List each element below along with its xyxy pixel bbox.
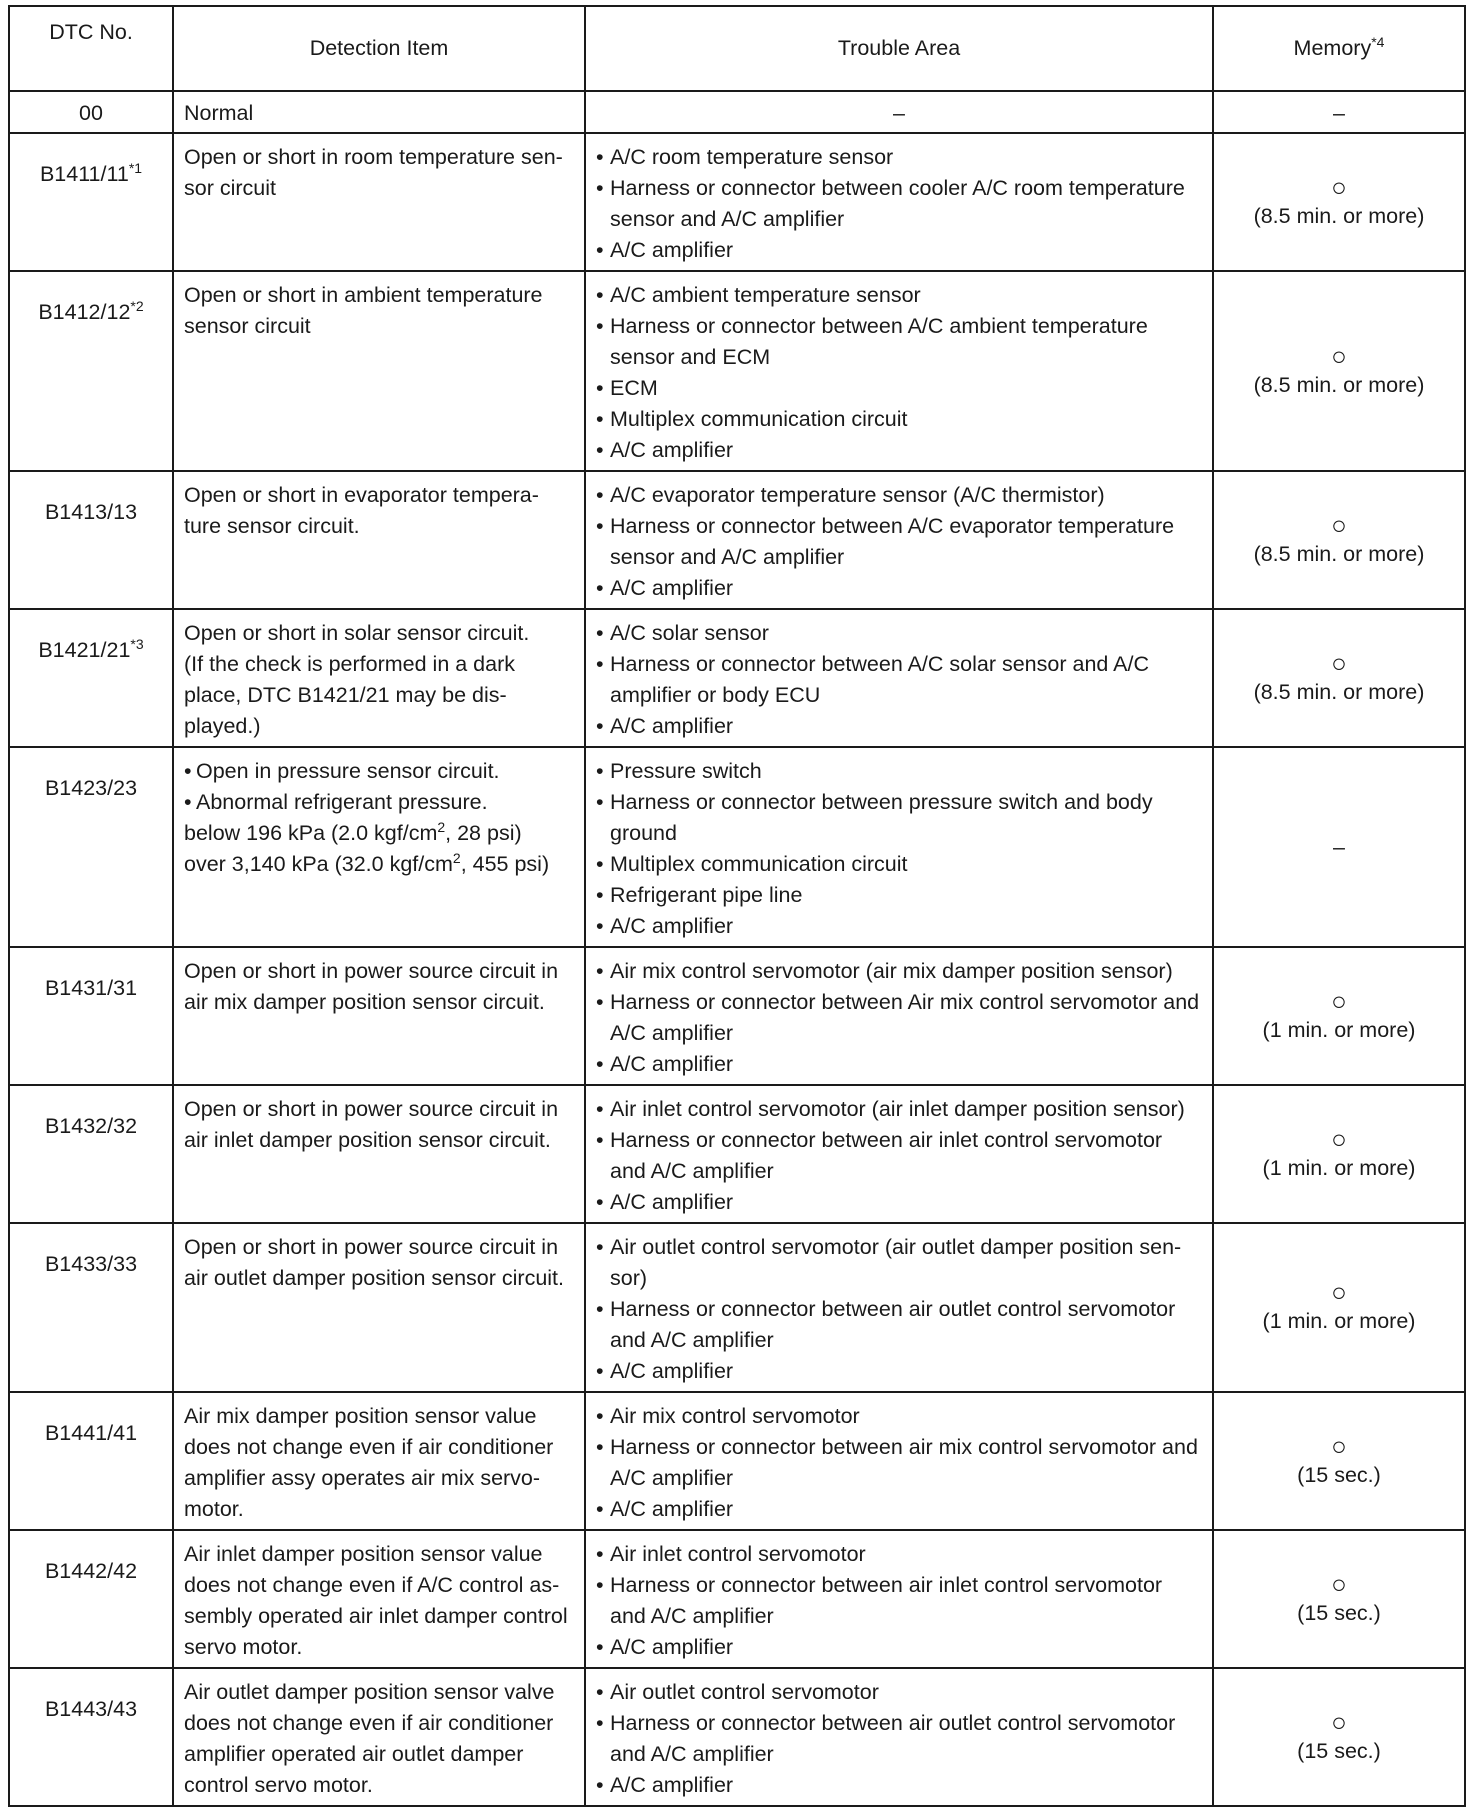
table-row [9, 1223, 1465, 1392]
table-row [9, 1668, 1465, 1806]
trouble-area-item: • Harness or connector between A/C solar sensor and A/C amplifier or body ECU [596, 649, 1202, 711]
trouble-area-item: • Air mix control servomotor (air mix damper position sensor) [596, 956, 1202, 987]
trouble-area-item: • ECM [596, 373, 1202, 404]
trouble-area-item: • A/C evaporator temperature sensor (A/C thermistor) [596, 480, 1202, 511]
trouble-area-item: • Harness or connector between air mix control servomotor and A/C amplifier [596, 1432, 1202, 1494]
dtc-code: B1432/32 [44, 1114, 138, 1138]
table-row [9, 1530, 1465, 1668]
table-row [9, 271, 1465, 471]
table-row [9, 133, 1465, 271]
trouble-area-item: • Air mix control servomotor [596, 1401, 1202, 1432]
memory-mark: ○ [1331, 509, 1347, 540]
trouble-area-item: • Harness or connector between Air mix control servomotor and A/C amplifier [596, 987, 1202, 1049]
trouble-area-item: • A/C amplifier [596, 1187, 1202, 1218]
dtc-code-cell [9, 471, 173, 609]
trouble-area-item: • A/C amplifier [596, 1049, 1202, 1080]
trouble-area-dash: – [893, 100, 905, 125]
header-dtc-no: DTC No. [9, 6, 173, 91]
header-trouble-area: Trouble Area [585, 6, 1213, 91]
detection-item-text: Air mix damper position sensor value [184, 1404, 537, 1428]
trouble-area-cell [585, 1530, 1213, 1668]
memory-mark: ○ [1331, 647, 1347, 678]
dtc-code: B1412/12 [38, 300, 131, 324]
trouble-area-item: • A/C amplifier [596, 573, 1202, 604]
memory-mark: ○ [1331, 171, 1347, 202]
memory-duration: (1 min. or more) [1262, 1155, 1416, 1180]
trouble-area-item: • A/C amplifier [596, 711, 1202, 742]
memory-duration: (8.5 min. or more) [1253, 541, 1425, 566]
trouble-area-item: • Multiplex communication circuit [596, 849, 1202, 880]
detection-item-text: Open or short in room temperature sen- [184, 145, 563, 169]
trouble-area-item: • Air outlet control servomotor (air outlet damper position sen-sor) [596, 1232, 1202, 1294]
memory-cell [1213, 1223, 1465, 1392]
header-memory-label: Memory [1293, 36, 1372, 60]
pressure-threshold-line [184, 818, 574, 849]
trouble-area-item: • A/C ambient temperature sensor [596, 280, 1202, 311]
detection-item-text: sor circuit [184, 176, 276, 200]
detection-item-text: ture sensor circuit. [184, 514, 360, 538]
trouble-area-item: • A/C amplifier [596, 1356, 1202, 1387]
header-row [9, 6, 1465, 91]
table-row [9, 747, 1465, 947]
trouble-area-cell [585, 471, 1213, 609]
dtc-table [8, 5, 1466, 1807]
memory-cell [1213, 133, 1465, 271]
dtc-footnote-mark: *3 [130, 636, 144, 652]
detection-item-text: Normal [184, 100, 254, 125]
trouble-area-item: • Air inlet control servomotor (air inlet damper position sensor) [596, 1094, 1202, 1125]
memory-duration: – [1333, 834, 1345, 859]
detection-item-text: Open or short in power source circuit in [184, 1097, 559, 1121]
header-memory [1213, 6, 1465, 91]
detection-item-text: place, DTC B1421/21 may be dis- [184, 683, 507, 707]
memory-cell [1213, 271, 1465, 471]
pressure-text: below 196 kPa (2.0 kgf/cm [184, 821, 438, 845]
memory-mark: ○ [1331, 1123, 1347, 1154]
table-row [9, 947, 1465, 1085]
pressure-text: , 455 psi) [460, 852, 550, 876]
detection-item-cell [173, 1668, 585, 1806]
dtc-code: B1423/23 [44, 776, 138, 800]
unit-superscript: 2 [452, 850, 461, 866]
detection-item-cell [173, 471, 585, 609]
dtc-code-cell [9, 1085, 173, 1223]
dtc-code: B1413/13 [44, 500, 138, 524]
unit-superscript: 2 [437, 819, 446, 835]
detection-item-text: Open or short in ambient temperature [184, 283, 543, 307]
dtc-code: B1443/43 [44, 1697, 138, 1721]
dtc-code-cell [9, 91, 173, 133]
detection-item-cell [173, 747, 585, 947]
trouble-area-cell [585, 91, 1213, 133]
memory-cell [1213, 471, 1465, 609]
detection-item-text: motor. [184, 1497, 244, 1521]
trouble-area-cell [585, 271, 1213, 471]
trouble-area-cell [585, 947, 1213, 1085]
trouble-area-item: • Refrigerant pipe line [596, 880, 1202, 911]
dtc-code: 00 [79, 100, 103, 125]
table-row [9, 1085, 1465, 1223]
trouble-area-item: • Harness or connector between pressure switch and body ground [596, 787, 1202, 849]
trouble-area-item: • A/C amplifier [596, 235, 1202, 266]
detection-item-text: air inlet damper position sensor circuit. [184, 1128, 551, 1152]
trouble-area-cell [585, 1085, 1213, 1223]
trouble-area-item: • Harness or connector between air outlet control servomotor and A/C amplifier [596, 1708, 1202, 1770]
dtc-table-sheet [8, 5, 1464, 1807]
detection-item-text: does not change even if air conditioner [184, 1711, 554, 1735]
trouble-area-cell [585, 609, 1213, 747]
memory-mark: ○ [1331, 1277, 1347, 1307]
pressure-text: , 28 psi) [445, 821, 522, 845]
detection-item-cell [173, 1223, 585, 1392]
dtc-code: B1433/33 [44, 1252, 138, 1276]
memory-cell [1213, 91, 1465, 133]
memory-mark: ○ [1331, 985, 1347, 1016]
memory-cell [1213, 1668, 1465, 1806]
memory-mark: ○ [1331, 340, 1347, 371]
detection-item-text: control servo motor. [184, 1773, 373, 1797]
trouble-area-item: • A/C amplifier [596, 1632, 1202, 1663]
trouble-area-item: • A/C amplifier [596, 911, 1202, 942]
table-row [9, 91, 1465, 133]
detection-item-cell [173, 1085, 585, 1223]
detection-item-cell [173, 609, 585, 747]
trouble-area-cell [585, 1392, 1213, 1530]
memory-duration: (15 sec.) [1297, 1462, 1381, 1487]
trouble-area-item: • Harness or connector between A/C evaporator temperature sensor and A/C amplifier [596, 511, 1202, 573]
memory-duration: (1 min. or more) [1262, 1309, 1416, 1333]
memory-cell [1213, 1530, 1465, 1668]
memory-mark: ○ [1331, 1706, 1347, 1737]
detection-item-text: Open or short in solar sensor circuit. [184, 621, 530, 645]
memory-duration: (8.5 min. or more) [1253, 203, 1425, 228]
detection-item-text: amplifier operated air outlet damper [184, 1742, 524, 1766]
dtc-code-cell [9, 271, 173, 471]
detection-item-text: does not change even if A/C control as- [184, 1573, 560, 1597]
dtc-code-cell [9, 133, 173, 271]
trouble-area-item: • A/C room temperature sensor [596, 142, 1202, 173]
memory-mark: ○ [1331, 1568, 1347, 1599]
trouble-area-item: • A/C solar sensor [596, 618, 1202, 649]
memory-cell [1213, 609, 1465, 747]
header-detection-item: Detection Item [173, 6, 585, 91]
memory-cell [1213, 747, 1465, 947]
dtc-code: B1421/21 [38, 638, 131, 662]
detection-item-text: Open or short in power source circuit in [184, 959, 559, 983]
trouble-area-cell [585, 747, 1213, 947]
dtc-code: B1431/31 [44, 976, 138, 1000]
detection-item-text: (If the check is performed in a dark [184, 652, 516, 676]
table-body [9, 91, 1465, 1806]
memory-mark: ○ [1331, 1430, 1347, 1461]
trouble-area-item: • Harness or connector between cooler A/C room temperature sensor and A/C amplifier [596, 173, 1202, 235]
pressure-text: over 3,140 kPa (32.0 kgf/cm [184, 852, 453, 876]
detection-item-cell [173, 133, 585, 271]
dtc-code-cell [9, 947, 173, 1085]
trouble-area-item: • Harness or connector between air inlet control servomotor and A/C amplifier [596, 1570, 1202, 1632]
memory-duration: – [1333, 100, 1345, 125]
trouble-area-item: • Harness or connector between air inlet control servomotor and A/C amplifier [596, 1125, 1202, 1187]
table-row [9, 609, 1465, 747]
dtc-code-cell [9, 1668, 173, 1806]
detection-bullet: • Abnormal refrigerant pressure. [184, 787, 574, 818]
trouble-area-item: • A/C amplifier [596, 435, 1202, 466]
trouble-area-item: • Air inlet control servomotor [596, 1539, 1202, 1570]
header-memory-footnote: *4 [1371, 34, 1385, 50]
dtc-code: B1411/11 [39, 162, 129, 186]
dtc-code-cell [9, 609, 173, 747]
dtc-code: B1441/41 [44, 1421, 138, 1445]
memory-duration: (8.5 min. or more) [1253, 679, 1425, 704]
dtc-code: B1442/42 [44, 1559, 138, 1583]
dtc-code-cell [9, 747, 173, 947]
trouble-area-item: • A/C amplifier [596, 1770, 1202, 1801]
detection-item-text: sembly operated air inlet damper control [184, 1604, 568, 1628]
detection-item-cell [173, 1530, 585, 1668]
detection-item-text: Open or short in evaporator tempera- [184, 483, 539, 507]
pressure-threshold-line [184, 849, 574, 880]
dtc-code-cell [9, 1530, 173, 1668]
trouble-area-item: • A/C amplifier [596, 1494, 1202, 1525]
detection-item-text: does not change even if air conditioner [184, 1435, 554, 1459]
memory-cell [1213, 1392, 1465, 1530]
trouble-area-cell [585, 1668, 1213, 1806]
detection-item-cell [173, 91, 585, 133]
detection-bullet: • Open in pressure sensor circuit. [184, 756, 574, 787]
detection-item-cell [173, 271, 585, 471]
detection-item-text: Open or short in power source circuit in [184, 1235, 559, 1259]
memory-duration: (15 sec.) [1297, 1738, 1381, 1763]
table-row [9, 471, 1465, 609]
dtc-code-cell [9, 1392, 173, 1530]
memory-cell [1213, 1085, 1465, 1223]
memory-duration: (1 min. or more) [1262, 1017, 1416, 1042]
dtc-code-cell [9, 1223, 173, 1392]
trouble-area-item: • Harness or connector between air outlet control servomotor and A/C amplifier [596, 1294, 1202, 1356]
detection-item-text: Air outlet damper position sensor valve [184, 1680, 555, 1704]
detection-item-cell [173, 1392, 585, 1530]
detection-item-text: servo motor. [184, 1635, 303, 1659]
detection-item-text: air outlet damper position sensor circuit. [184, 1266, 565, 1290]
memory-duration: (8.5 min. or more) [1253, 372, 1425, 397]
detection-item-text: played.) [184, 714, 261, 738]
dtc-footnote-mark: *1 [128, 160, 143, 176]
detection-item-text: air mix damper position sensor circuit. [184, 990, 545, 1014]
table-row [9, 1392, 1465, 1530]
dtc-footnote-mark: *2 [130, 298, 144, 314]
trouble-area-cell [585, 1223, 1213, 1392]
trouble-area-cell [585, 133, 1213, 271]
trouble-area-item: • Air outlet control servomotor [596, 1677, 1202, 1708]
memory-cell [1213, 947, 1465, 1085]
detection-item-text: sensor circuit [184, 314, 311, 338]
detection-item-cell [173, 947, 585, 1085]
detection-item-text: amplifier assy operates air mix servo- [184, 1466, 541, 1490]
memory-duration: (15 sec.) [1297, 1600, 1381, 1625]
trouble-area-item: • Multiplex communication circuit [596, 404, 1202, 435]
trouble-area-item: • Harness or connector between A/C ambient temperature sensor and ECM [596, 311, 1202, 373]
trouble-area-item: • Pressure switch [596, 756, 1202, 787]
detection-item-text: Air inlet damper position sensor value [184, 1542, 543, 1566]
